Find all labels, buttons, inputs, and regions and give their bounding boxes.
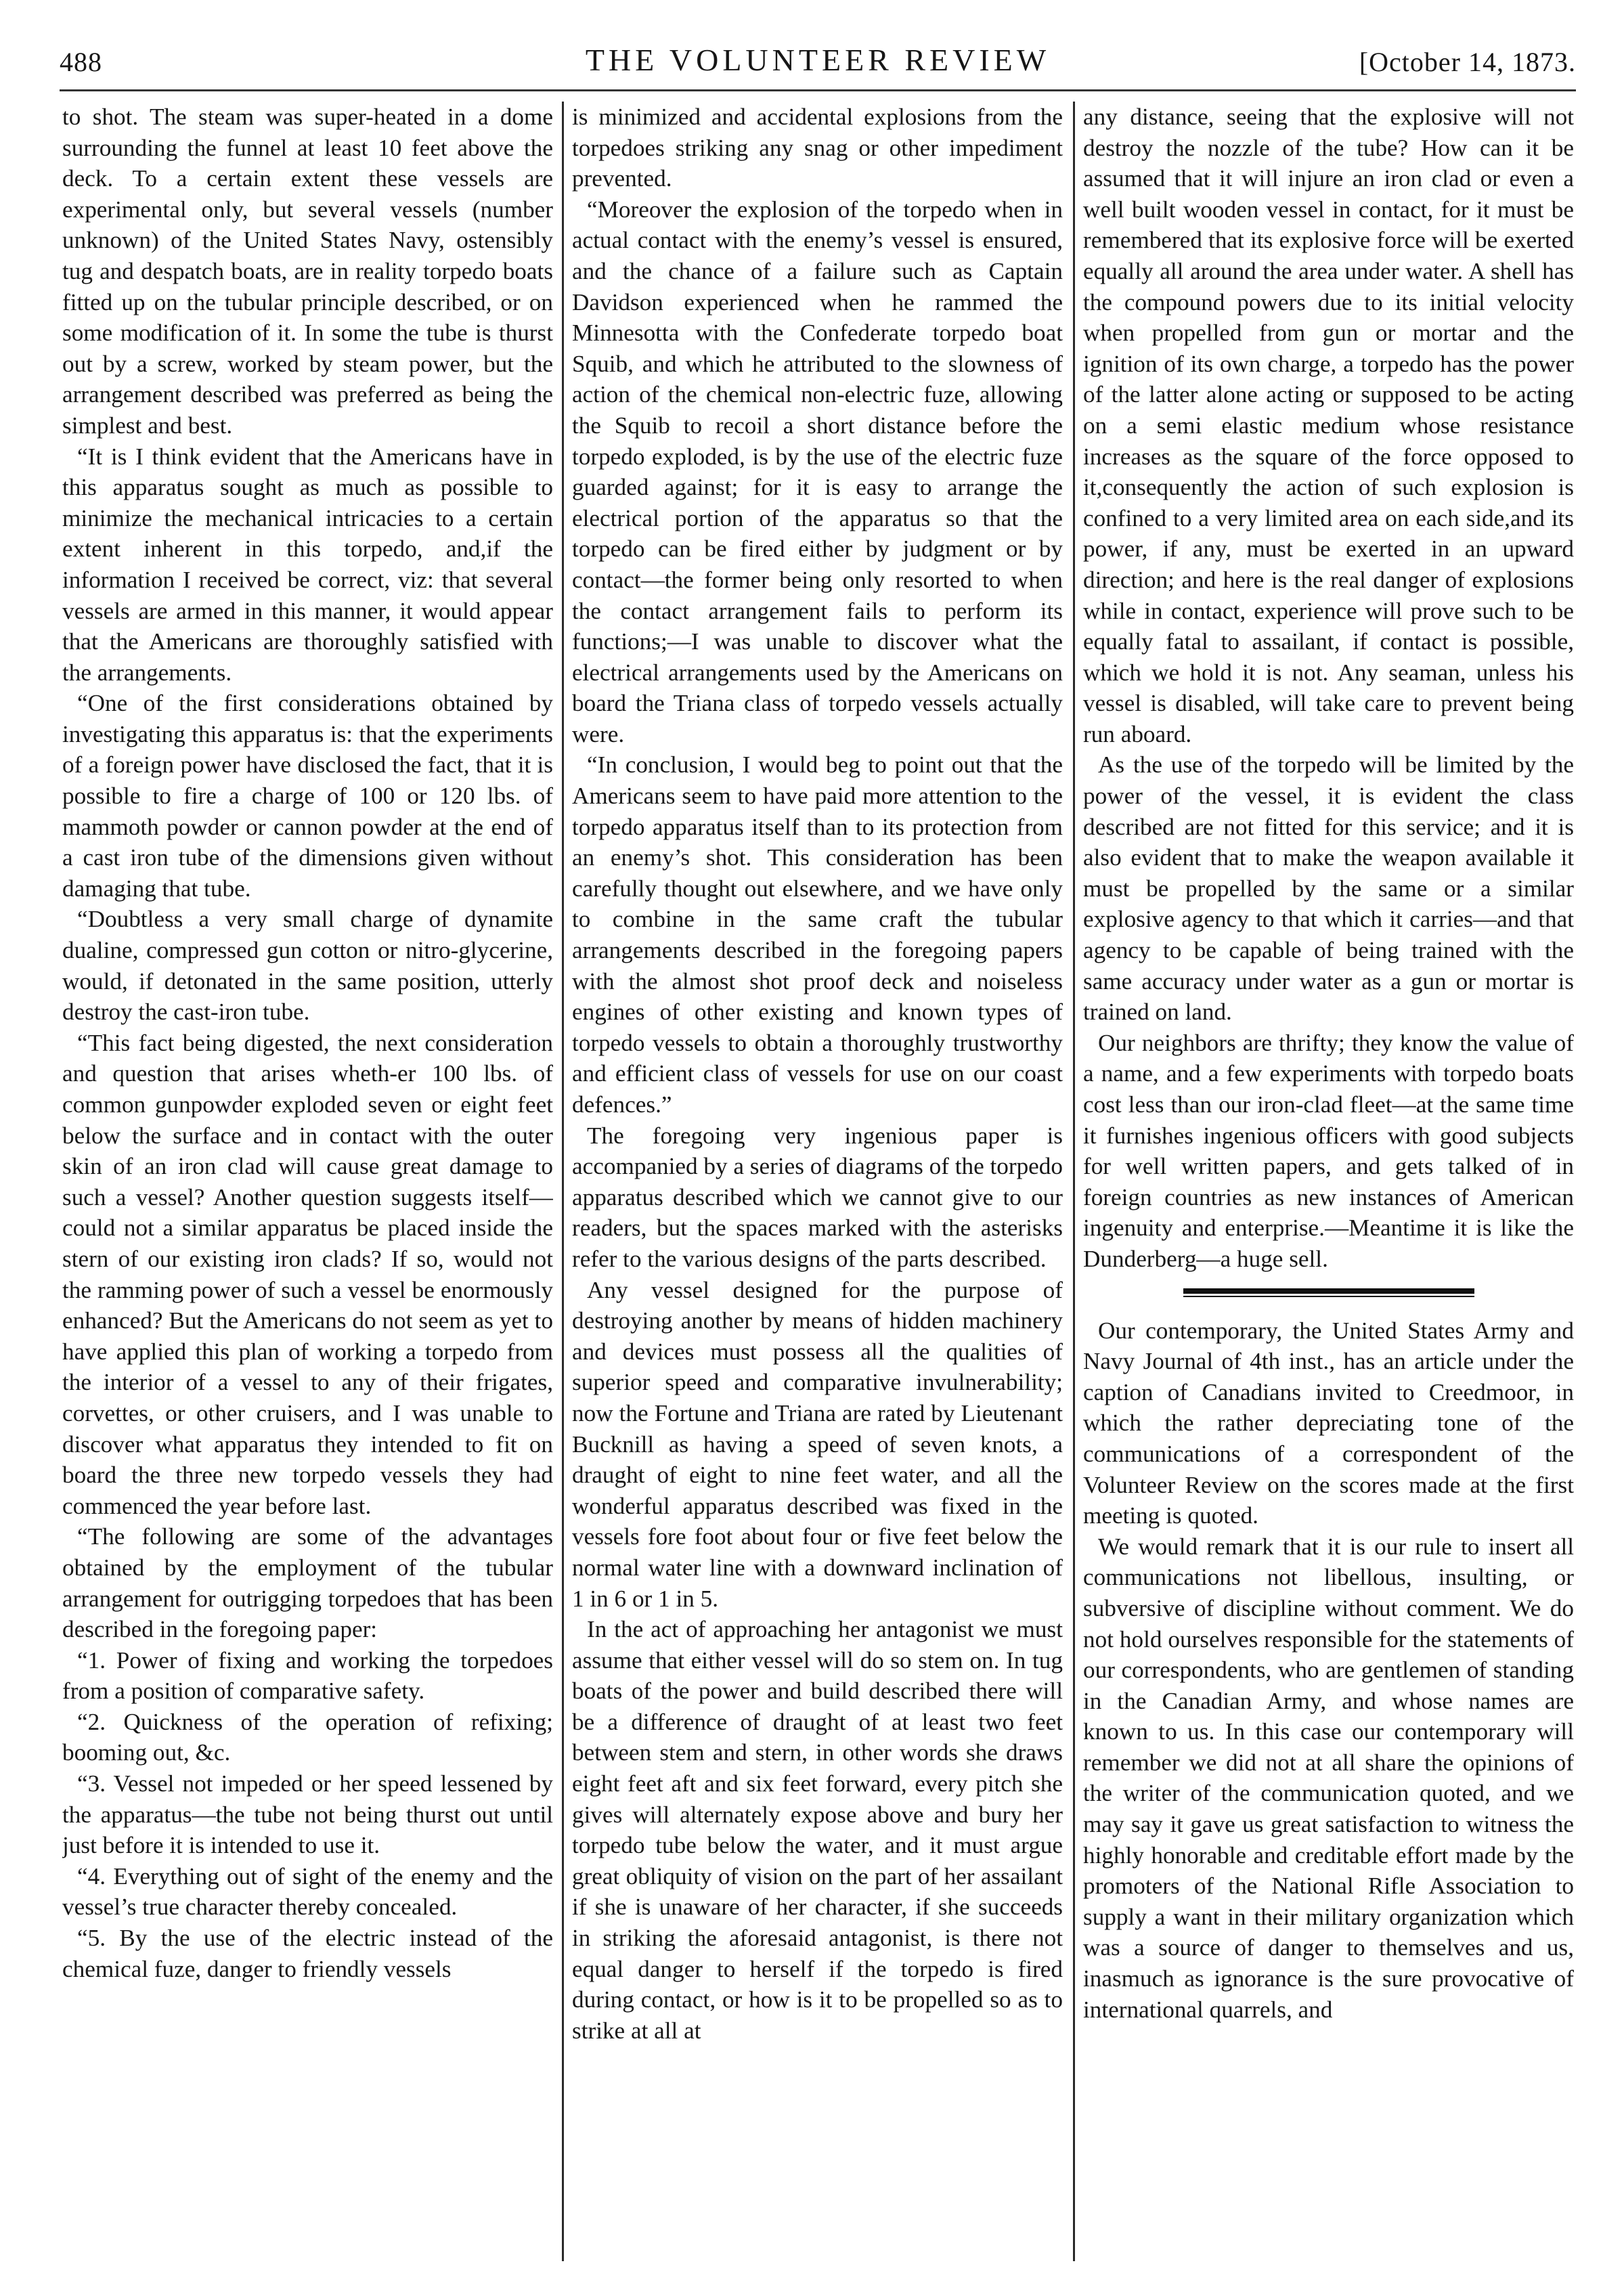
- paragraph: “It is I think evident that the Americans have in this apparatus sought as much as possible to minimize the mechanical intricacies to a certain extent inherent in this torpedo, and,if the information I received be correct, viz: that several vessels are armed in this manner, it would appear that the Americans are thoroughly satisfied with the arrangements.: [62, 443, 553, 686]
- list-item: “2. Quickness of the operation of refixing; booming out, &c.: [62, 1708, 553, 1766]
- paragraph: In the act of approaching her antagonist we must assume that either vessel will do so stem on. In tug boats of the power and build described there will be a difference of draught of at least two feet between stem and stern, in other words she draws eight feet aft and six feet forward, every pitch she gives will alternately expose above and bury her torpedo tube below the water, and it must argue great obliquity of vision on the part of her assailant if she is unaware of her character, if she succeeds in striking the aforesaid antagonist, is there not equal danger to herself if the torpedo is fired during contact, or how is it to be propelled so as to strike at all at: [572, 1616, 1063, 2044]
- page-header: [60, 42, 1576, 96]
- column-divider-2: [1073, 102, 1075, 2261]
- column-1: [62, 102, 553, 2265]
- list-item: “3. Vessel not impeded or her speed lessened by the apparatus—the tube not being thurst out until just before it is intended to use it.: [62, 1770, 553, 1859]
- column-divider-1: [562, 102, 564, 2261]
- paragraph: As the use of the torpedo will be limited by the power of the vessel, it is evident the class described are not fitted for this service; and it is also evident that to make the weapon available it must be propelled by the same or a similar explosive agency to that which it carries—and that agency to be capable of being trained with the same accuracy under water as a gun or mortar is trained on land.: [1083, 751, 1574, 1026]
- paragraph: The foregoing very ingenious paper is accompanied by a series of diagrams of the torpedo apparatus described which we cannot give to our readers, but the spaces marked with the asterisks refer to the various designs of the parts described.: [572, 1122, 1063, 1272]
- paragraph: “The following are some of the advantages obtained by the employment of the tubular arrangement for outrigging torpedoes that has been described in the foregoing paper:: [62, 1523, 553, 1643]
- paragraph: is minimized and accidental explosions from the torpedoes striking any snag or other impediment prevented.: [572, 104, 1063, 192]
- paragraph: Our neighbors are thrifty; they know the value of a name, and a few experiments with torpedo boats cost less than our iron-clad fleet—at the same time it furnishes ingenious officers with good subjects for well written papers, and gets talked of in foreign countries as new instances of American ingenuity and enterprise.—Meantime it is like the Dunderberg—a huge sell.: [1083, 1029, 1574, 1272]
- paragraph: “Moreover the explosion of the torpedo when in actual contact with the enemy’s vessel is ensured, and the chance of a failure such as Captain Davidson experienced when he rammed the Minnesotta with the Confederate torpedo boat Squib, and which he attributed to the slowness of action of the chemical non-electric fuze, allowing the Squib to recoil a short distance before the torpedo exploded, is by the use of the electric fuze guarded against; for it is easy to arrange the electrical portion of the apparatus so that the torpedo can be fired either by judgment or by contact—the former being only resorted to when the contact arrangement fails to perform its functions;—I was unable to discover what the electrical arrangements used by the Americans on board the Triana class of torpedo vessels actually were.: [572, 196, 1063, 747]
- newspaper-title: THE VOLUNTEER REVIEW: [585, 43, 1051, 77]
- paragraph: “One of the first considerations obtained by investigating this apparatus is: that the experiments of a foreign power have disclosed the fact, that it is possible to fire a charge of 100 or 120 lbs. of mammoth powder or cannon powder at the end of a cast iron tube of the dimensions given without damaging that tube.: [62, 690, 553, 902]
- paragraph: “This fact being digested, the next consideration and question that arises wheth-er 100 lbs. of common gunpowder exploded seven or eight feet below the surface and in contact with the outer skin of an iron clad will cause great damage to such a vessel? Another question suggests itself—could not a similar apparatus be placed inside the stern of our existing iron clads? If so, would not the ramming power of such a vessel be enormously enhanced? But the Americans do not seem as yet to have applied this plan of working a torpedo from the interior of a vessel to any of their frigates, corvettes, or other cruisers, and I was unable to discover what apparatus they intended to fit on board the three new torpedo vessels they had commenced the year before last.: [62, 1029, 553, 1519]
- list-item: “1. Power of fixing and working the torpedoes from a position of comparative safety.: [62, 1646, 553, 1705]
- list-item: “4. Everything out of sight of the enemy and the vessel’s true character thereby concealed.: [62, 1862, 553, 1921]
- section-separator: [1183, 1288, 1474, 1298]
- paragraph: We would remark that it is our rule to insert all communications not libellous, insulting, or subversive of discipline without comment. We do not hold ourselves responsible for the statements of our correspondents, who are gentlemen of standing in the Canadian Army, and whose names are known to us. In this case our contemporary will remember we did not at all share the opinions of the writer of the communication quoted, and we may say it gave us great satisfaction to witness the highly honorable and creditable effort made by the promoters of the National Rifle Association to supply a want in their military organization which was a source of danger to themselves and us, inasmuch as ignorance is the sure provocative of international quarrels, and: [1083, 1533, 1574, 2023]
- paragraph: any distance, seeing that the explosive will not destroy the nozzle of the tube? How can it be assumed that it will injure an iron clad or even a well built wooden vessel in contact, for it must be remembered that its explosive force will be exerted equally all around the area under water. A shell has the compound powers due to its initial velocity when propelled from gun or mortar and the ignition of its own charge, a torpedo has the power of the latter alone acting or supposed to be acting on a semi elastic medium whose resistance increases as the square of the force opposed to it,consequently the action of such explosion is confined to a very limited area on each side,and its power, if any, must be exerted in an upward direction; and here is the real danger of explosions while in contact, experience will prove such to be equally fatal to assailant, if contact is possible, which we hold it is not. Any seaman, unless his vessel is disabled, will take care to prevent being run aboard.: [1083, 104, 1574, 747]
- paragraph: “Doubtless a very small charge of dynamite dualine, compressed gun cotton or nitro-glycerine, would, if detonated in the same position, utterly destroy the cast-iron tube.: [62, 906, 553, 1026]
- separator-thin-rule: [1183, 1296, 1474, 1297]
- column-2: [572, 102, 1063, 2265]
- paragraph: to shot. The steam was super-heated in a dome surrounding the funnel at least 10 feet above the deck. To a certain extent these vessels are experimental only, but several vessels (number unknown) of the United States Navy, ostensibly tug and despatch boats, are in reality torpedo boats fitted up on the tubular principle described, or on some modification of it. In some the tube is thurst out by a screw, worked by steam power, but the arrangement described was preferred as being the simplest and best.: [62, 104, 553, 439]
- header-rule: [60, 89, 1576, 91]
- paragraph: “In conclusion, I would beg to point out that the Americans seem to have paid more attention to the torpedo apparatus itself than to its protection from an enemy’s shot. This consideration has been carefully thought out elsewhere, and we have only to combine in the same craft the tubular arrangements described in the foregoing papers with the almost shot proof deck and noiseless engines of other existing and known types of torpedo vessels to obtain a thoroughly trustworthy and efficient class of vessels for use on our coast defences.”: [572, 751, 1063, 1118]
- column-3: [1083, 102, 1574, 2265]
- issue-date: [October 14, 1873.: [1359, 47, 1576, 77]
- paragraph: Any vessel designed for the purpose of destroying another by means of hidden machinery and devices must possess all the qualities of superior speed and comparative invulnerability; now the Fortune and Triana are rated by Lieutenant Bucknill as having a speed of seven knots, a draught of eight to nine feet water, and all the wonderful apparatus described was fixed in the vessels fore foot about four or five feet below the normal water line with a downward inclination of 1 in 6 or 1 in 5.: [572, 1276, 1063, 1612]
- list-item: “5. By the use of the electric instead of the chemical fuze, danger to friendly vessels: [62, 1925, 553, 1982]
- separator-thick-rule: [1183, 1288, 1474, 1294]
- page-number: 488: [60, 47, 102, 77]
- paragraph: Our contemporary, the United States Army and Navy Journal of 4th inst., has an article under the caption of Canadians invited to Creedmoor, in which the rather depreciating tone of the communications of a correspondent of the Volunteer Review on the scores made at the first meeting is quoted.: [1083, 1317, 1574, 1529]
